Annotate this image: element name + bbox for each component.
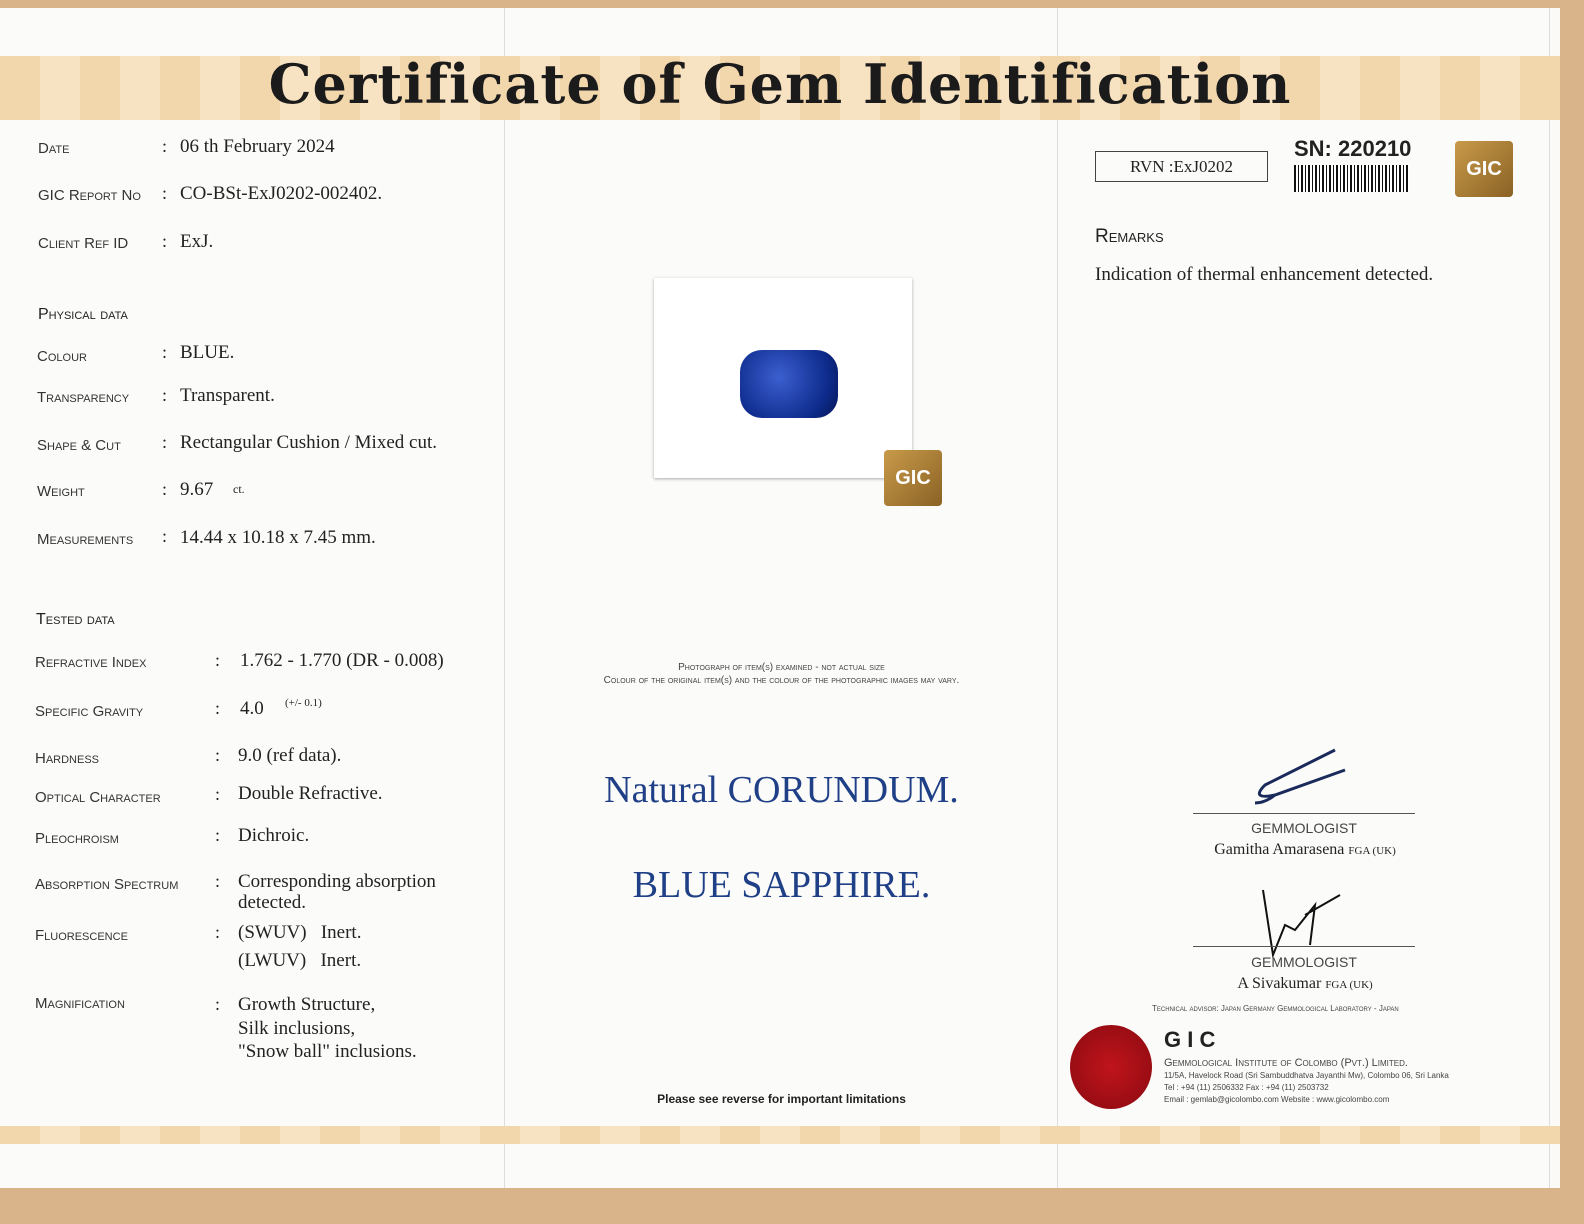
fluorescence-label: Fluorescence bbox=[35, 927, 128, 944]
remarks-heading: Remarks bbox=[1095, 226, 1164, 247]
magnification-value: Growth Structure, bbox=[238, 994, 376, 1015]
colon: : bbox=[215, 994, 221, 1014]
physical-data-heading: Physical data bbox=[38, 306, 128, 323]
optical-label: Optical Character bbox=[35, 789, 161, 806]
fluorescence-lwuv: (LWUV) Inert. bbox=[238, 950, 362, 971]
colon: : bbox=[215, 871, 221, 891]
middle-panel bbox=[505, 8, 1058, 1188]
magnification-value-3: "Snow ball" inclusions. bbox=[238, 1041, 417, 1062]
client-ref-label: Client Ref ID bbox=[38, 235, 129, 252]
ri-value: 1.762 - 1.770 (DR - 0.008) bbox=[240, 650, 444, 671]
weight-label: Weight bbox=[37, 483, 85, 500]
serial-number: SN: 220210 bbox=[1294, 136, 1412, 161]
hardness-label: Hardness bbox=[35, 750, 100, 767]
remarks-text: Indication of thermal enhancement detected. bbox=[1095, 264, 1434, 285]
absorption-value: Corresponding absorption bbox=[238, 871, 436, 892]
gemmologist-1-qual: FGA (UK) bbox=[1348, 845, 1396, 857]
hardness-value: 9.0 (ref data). bbox=[238, 745, 342, 766]
report-no-value: CO-BSt-ExJ0202-002402. bbox=[180, 183, 383, 204]
gic-hologram-sticker: GIC bbox=[884, 450, 942, 506]
colon: : bbox=[162, 432, 168, 452]
transparency-label: Transparency bbox=[37, 389, 130, 406]
barcode bbox=[1294, 165, 1410, 192]
sapphire-image bbox=[740, 350, 838, 418]
colon: : bbox=[215, 698, 221, 718]
colour-value: BLUE. bbox=[180, 342, 235, 363]
colon: : bbox=[215, 922, 221, 942]
colon: : bbox=[162, 479, 168, 499]
colon: : bbox=[215, 745, 221, 765]
gic-logo: GIC bbox=[1455, 141, 1513, 197]
gemmologist-2 bbox=[1180, 975, 1430, 993]
pleochroism-label: Pleochroism bbox=[35, 830, 119, 847]
signature-line bbox=[1193, 813, 1415, 814]
colon: : bbox=[162, 526, 168, 546]
colon: : bbox=[162, 342, 168, 362]
gemmologist-2-name: A Sivakumar bbox=[1237, 975, 1322, 992]
magnification-label: Magnification bbox=[35, 995, 125, 1012]
gemmologist-2-role: GEMMOLOGIST bbox=[1251, 954, 1357, 970]
shape-cut-label: Shape & Cut bbox=[37, 437, 121, 454]
signature-line bbox=[1193, 946, 1415, 947]
org-address: 11/5A, Havelock Road (Sri Sambuddhatva Jayanthi Mw), Colombo 06, Sri Lanka bbox=[1164, 1071, 1449, 1080]
bottom-ornament-band bbox=[0, 1126, 1560, 1144]
org-short-name: G I C bbox=[1164, 1027, 1216, 1052]
measurements-value: 14.44 x 10.18 x 7.45 mm. bbox=[180, 527, 376, 548]
absorption-label: Absorption Spectrum bbox=[35, 876, 179, 893]
optical-value: Double Refractive. bbox=[238, 783, 383, 804]
signature-2 bbox=[1255, 885, 1350, 965]
technical-advisor: Technical advisor: Japan Germany Gemmological Laboratory - Japan bbox=[1152, 1004, 1399, 1013]
weight-value: 9.67 bbox=[180, 479, 214, 500]
pleochroism-value: Dichroic. bbox=[238, 825, 310, 846]
fluorescence-swuv: (SWUV) Inert. bbox=[238, 922, 362, 943]
shape-cut-value: Rectangular Cushion / Mixed cut. bbox=[180, 432, 437, 453]
sg-tolerance: (+/- 0.1) bbox=[285, 697, 322, 709]
colon: : bbox=[215, 825, 221, 845]
transparency-value: Transparent. bbox=[180, 385, 275, 406]
magnification-value-2: Silk inclusions, bbox=[238, 1018, 356, 1039]
org-phone: Tel : +94 (11) 2506332 Fax : +94 (11) 2503732 bbox=[1164, 1083, 1329, 1092]
photo-disclaimer: Colour of the original item(s) and the colour of the photographic images may vary. bbox=[603, 675, 960, 686]
sg-label: Specific Gravity bbox=[35, 703, 144, 720]
client-ref-value: ExJ. bbox=[180, 231, 214, 252]
signature-1 bbox=[1245, 745, 1355, 805]
rvn-box: RVN :ExJ0202 bbox=[1095, 151, 1268, 182]
report-no-label: GIC Report No bbox=[38, 187, 141, 204]
absorption-value-2: detected. bbox=[238, 892, 307, 913]
measurements-label: Measurements bbox=[37, 531, 134, 548]
sg-value: 4.0 bbox=[240, 698, 264, 719]
gemmologist-2-qual: FGA (UK) bbox=[1325, 979, 1373, 991]
colon: : bbox=[162, 385, 168, 405]
gemmologist-1-role: GEMMOLOGIST bbox=[1251, 820, 1357, 836]
org-email: Email : gemlab@gicolombo.com Website : www.gicolombo.com bbox=[1164, 1095, 1390, 1104]
variety-name: BLUE SAPPHIRE. bbox=[632, 864, 931, 906]
certificate-title: Certificate of Gem Identification bbox=[268, 52, 1292, 116]
photo-caption: Photograph of item(s) examined - not actual size bbox=[678, 662, 885, 673]
wax-seal bbox=[1070, 1025, 1152, 1109]
colon: : bbox=[162, 231, 168, 251]
org-name: Gemmological Institute of Colombo (Pvt.) Limited. bbox=[1164, 1057, 1408, 1069]
date-label: Date bbox=[38, 140, 70, 157]
tested-data-heading: Tested data bbox=[36, 611, 115, 628]
gemmologist-1-name: Gamitha Amarasena bbox=[1214, 841, 1345, 858]
colon: : bbox=[215, 650, 221, 670]
limitations-note: Please see reverse for important limitations bbox=[657, 1092, 906, 1106]
gemmologist-1 bbox=[1180, 841, 1430, 859]
colour-label: Colour bbox=[37, 348, 87, 365]
colon: : bbox=[162, 183, 168, 203]
colon: : bbox=[162, 136, 168, 156]
weight-unit: ct. bbox=[233, 482, 245, 496]
ri-label: Refractive Index bbox=[35, 654, 147, 671]
species-name: Natural CORUNDUM. bbox=[604, 769, 959, 811]
date-value: 06 th February 2024 bbox=[180, 136, 335, 157]
colon: : bbox=[215, 784, 221, 804]
